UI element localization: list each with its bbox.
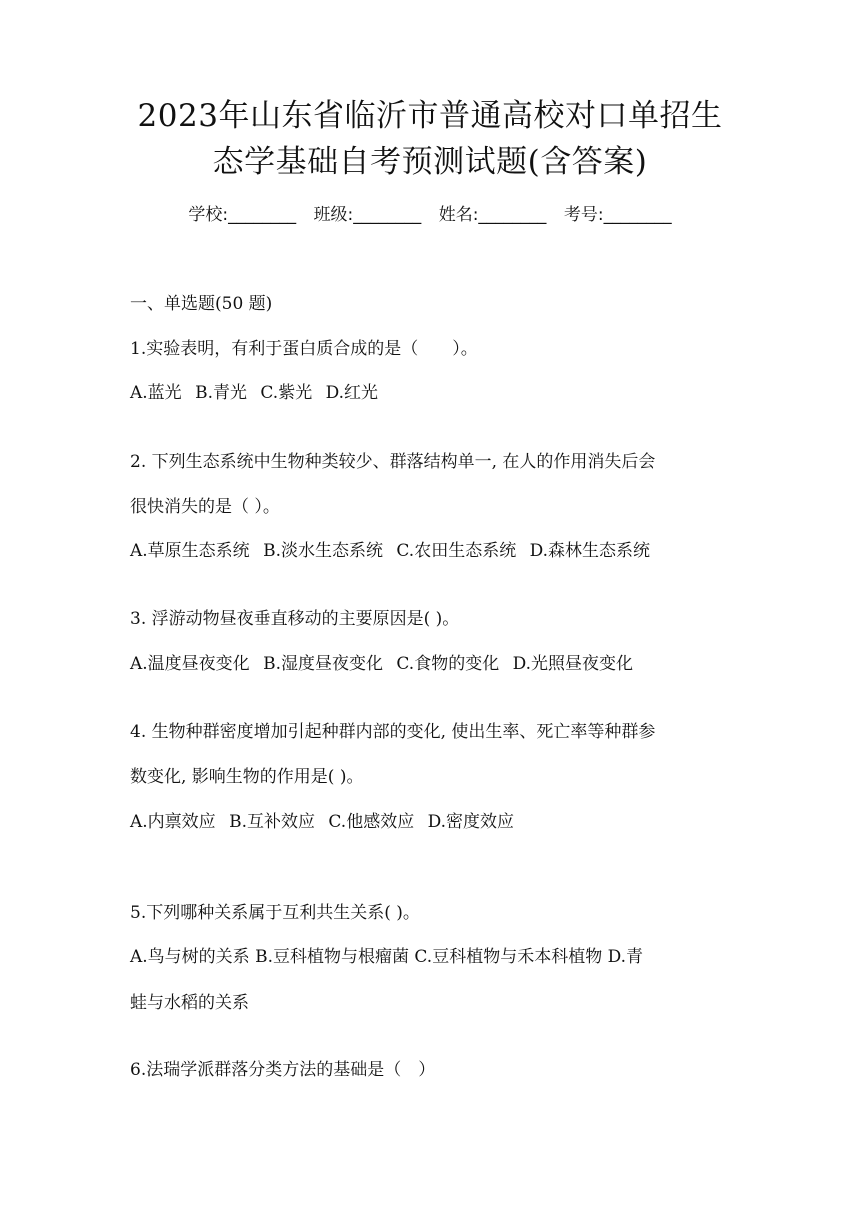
option-b: B.青光 — [195, 383, 247, 403]
option-c: C.食物的变化 — [396, 654, 500, 674]
option-b: B.湿度昼夜变化 — [263, 654, 383, 674]
question-4-options — [130, 809, 522, 835]
question-6-stem: 6.法瑞学派群落分类方法的基础是（ ） — [130, 1060, 436, 1080]
class-field: 班级:________ — [313, 205, 422, 225]
option-b: B.互补效应 — [229, 812, 315, 832]
document-title-line-1: 2023年山东省临沂市普通高校对口单招生 — [137, 98, 723, 134]
option-d: D.密度效应 — [427, 812, 515, 832]
option-c: C.紫光 — [260, 383, 313, 403]
option-c: C.农田生态系统 — [396, 541, 517, 561]
document-title-line-2: 态学基础自考预测试题(含答案) — [212, 144, 648, 180]
question-3-options — [130, 651, 641, 677]
name-field: 姓名:________ — [438, 205, 547, 225]
option-d: D.森林生态系统 — [529, 541, 651, 561]
question-2-options — [130, 538, 658, 564]
question-3-stem: 3. 浮游动物昼夜垂直移动的主要原因是( )。 — [130, 609, 460, 629]
option-a: A.温度昼夜变化 — [130, 654, 250, 674]
question-2-stem-line-2: 很快消失的是（ ）。 — [130, 497, 280, 517]
option-a: A.草原生态系统 — [130, 541, 250, 561]
school-field: 学校:________ — [188, 205, 297, 225]
option-a: A.蓝光 — [130, 383, 182, 403]
question-1-options — [130, 380, 386, 406]
question-2-stem-line-1: 2. 下列生态系统中生物种类较少、群落结构单一, 在人的作用消失后会 — [130, 452, 656, 472]
option-d: D.红光 — [325, 383, 379, 403]
option-d: D.光照昼夜变化 — [512, 654, 634, 674]
question-5-stem: 5.下列哪种关系属于互利共生关系( )。 — [130, 903, 420, 923]
question-5-options-line-2: 蛙与水稻的关系 — [130, 993, 249, 1013]
option-a: A.内禀效应 — [130, 812, 216, 832]
question-5-options-line-1: A.鸟与树的关系 B.豆科植物与根瘤菌 C.豆科植物与禾本科植物 D.青 — [130, 947, 644, 967]
question-4-stem-line-2: 数变化, 影响生物的作用是( )。 — [130, 767, 364, 787]
student-info-row — [0, 203, 860, 227]
exam-number-field: 考号:________ — [563, 205, 672, 225]
question-1-stem: 1.实验表明，有利于蛋白质合成的是（ ）。 — [130, 339, 478, 359]
question-4-stem-line-1: 4. 生物种群密度增加引起种群内部的变化, 使出生率、死亡率等种群参 — [130, 722, 656, 742]
option-b: B.淡水生态系统 — [263, 541, 383, 561]
option-c: C.他感效应 — [328, 812, 415, 832]
section-heading: 一、单选题(50 题) — [130, 294, 273, 314]
